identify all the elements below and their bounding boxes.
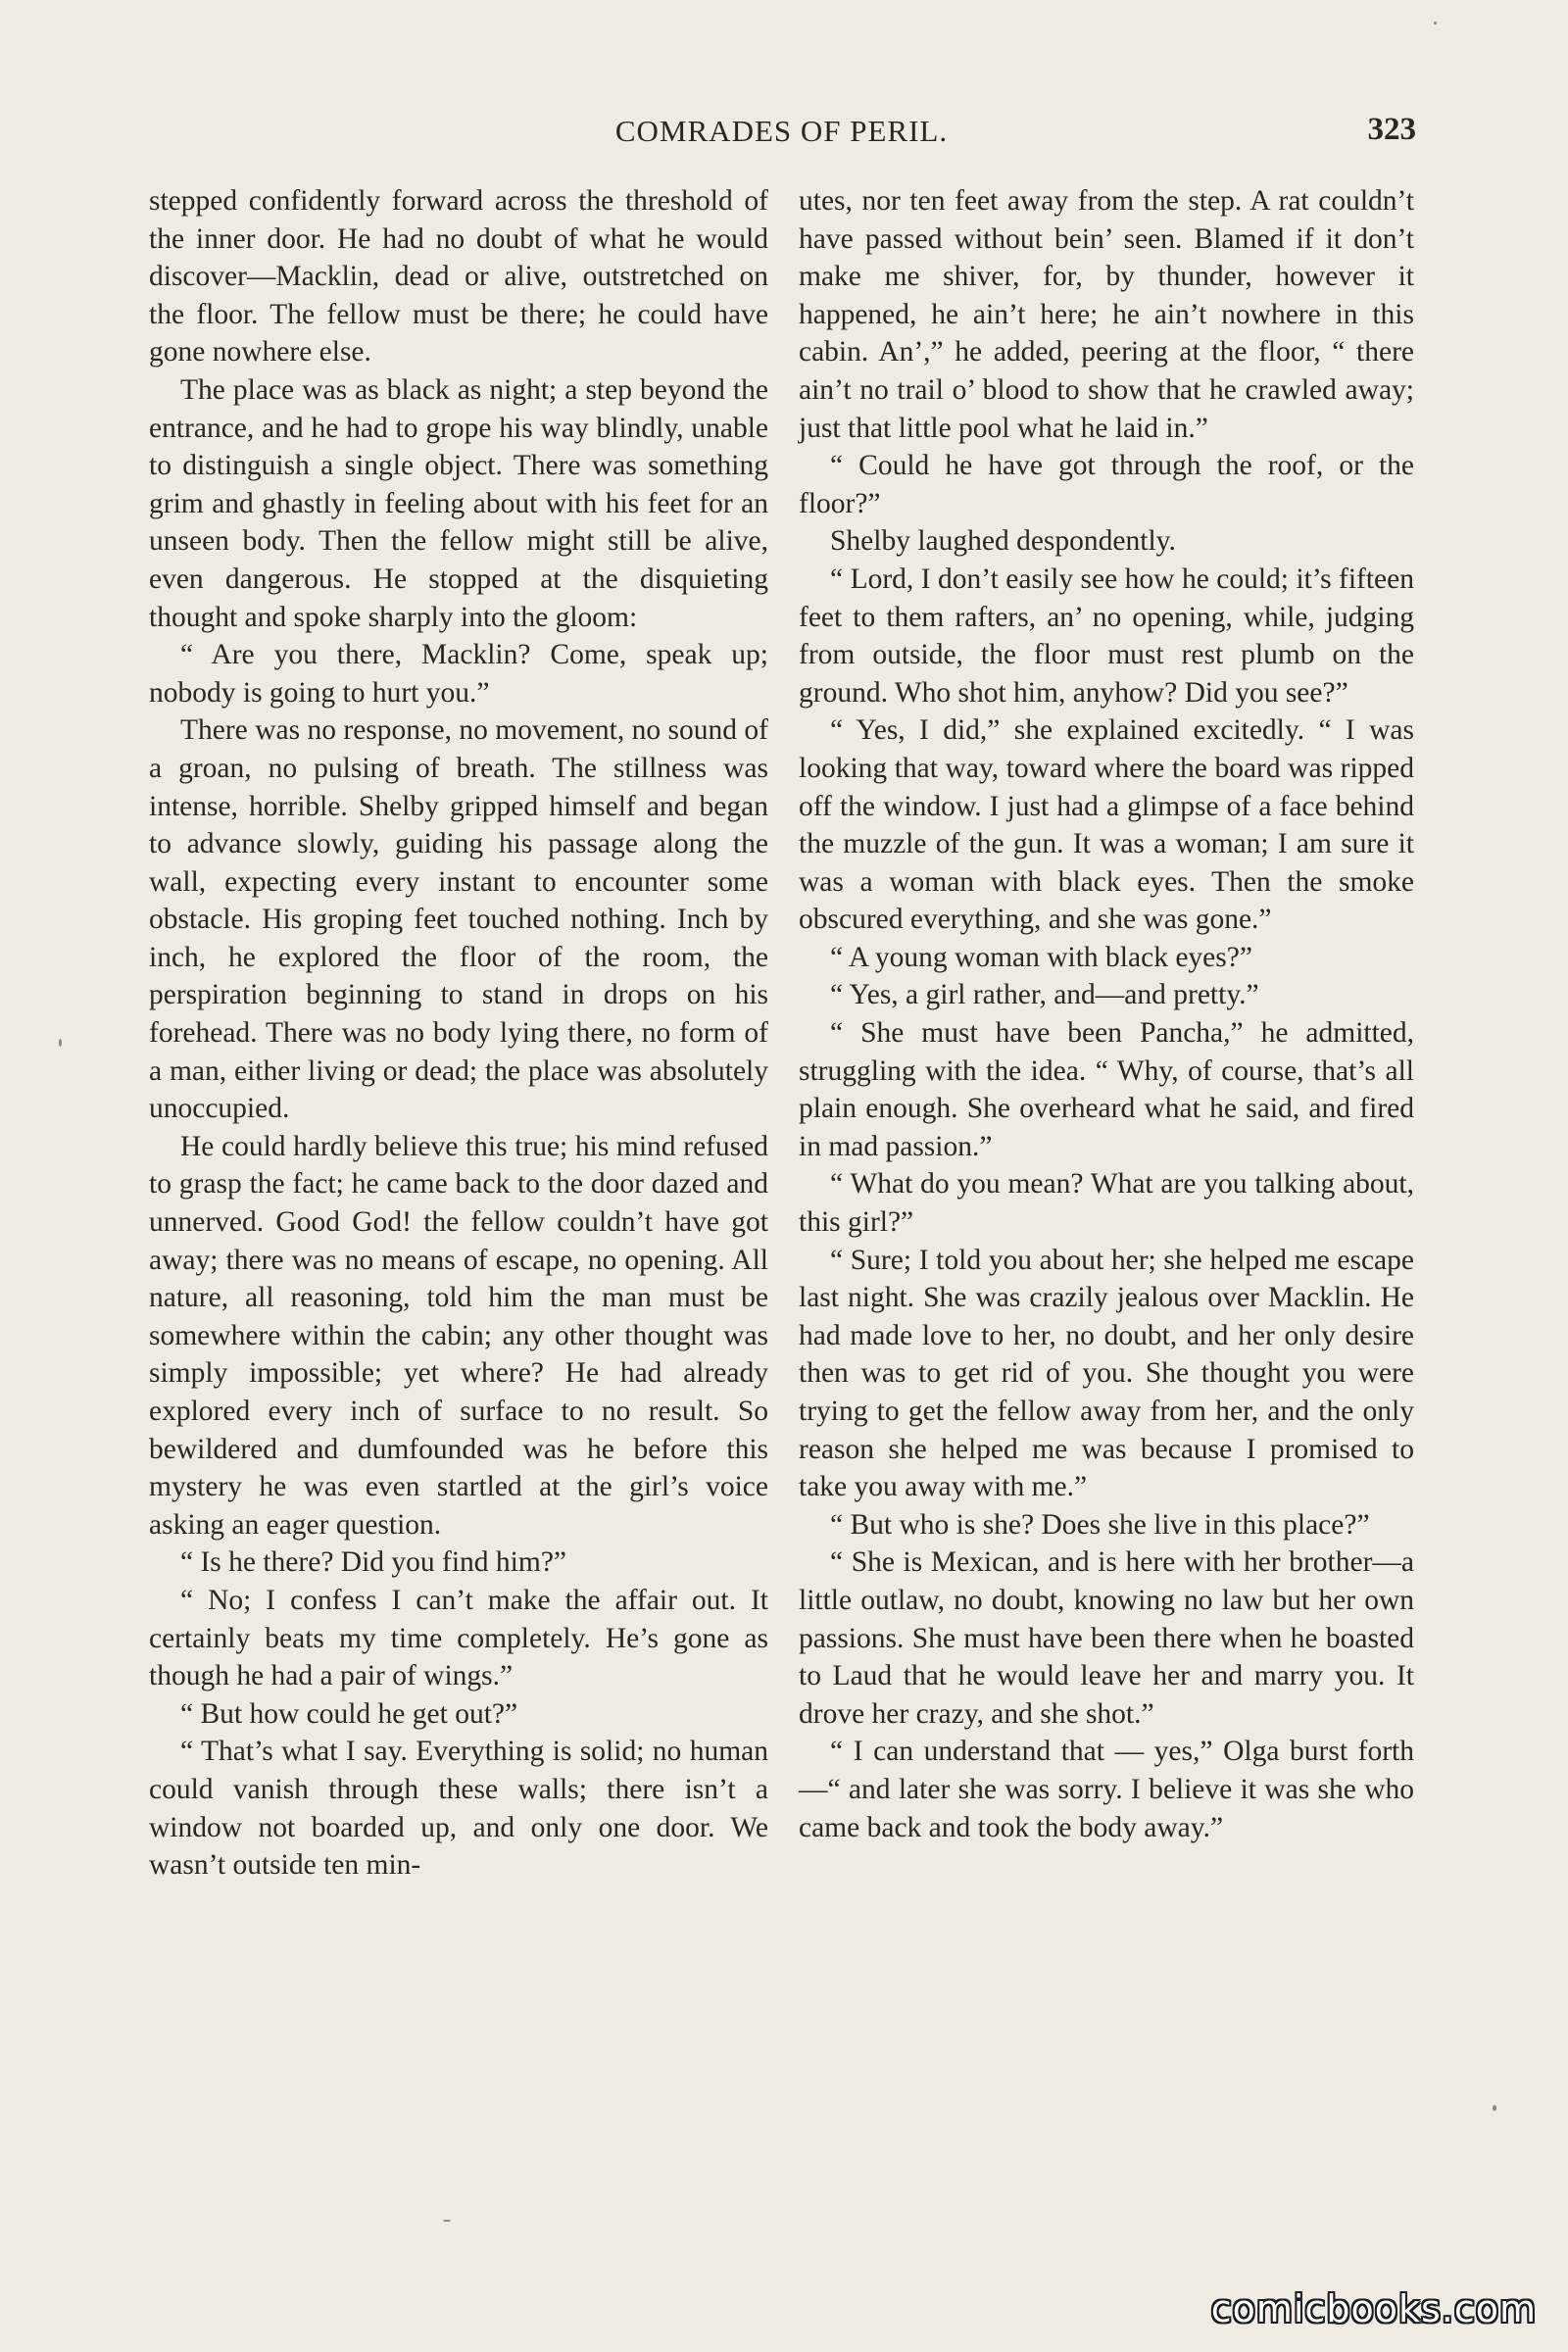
paragraph: “ Yes, I did,” she explained excitedly. “ I was looking that way, toward where the board was ripped off the window. I just had a glimpse of a face behind the muzzle of the gun. It was a woman; I am sure it was a woman with black eyes. Then the smoke obscured everything, and she was gone.” <box>799 714 1414 936</box>
right-column <box>799 182 1414 1846</box>
paper-speck <box>1434 22 1437 24</box>
paragraph: stepped confidently forward across the threshold of the inner door. He had no doubt of what he would discover—Macklin, dead or alive, outstretched on the floor. The fellow must be there; he could have gone nowhere else. <box>149 185 768 368</box>
paragraph: The place was as black as night; a step beyond the entrance, and he had to grope his way blindly, unable to distinguish a single object. There was something grim and ghastly in feeling about with his feet for an unseen body. Then the fellow might still be alive, even dangerous. He stopped at the disquieting thought and spoke sharply into the gloom: <box>149 373 768 633</box>
paragraph: “ What do you mean? What are you talking about, this girl?” <box>799 1168 1414 1239</box>
paragraph: “ No; I confess I can’t make the affair out. It certainly beats my time completely. He’s gone as though he had a pair of wings.” <box>149 1584 768 1692</box>
paragraph: “ Are you there, Macklin? Come, speak up; nobody is going to hurt you.” <box>149 639 768 709</box>
paragraph: “ Is he there? Did you find him?” <box>180 1546 567 1579</box>
left-column <box>149 182 768 1885</box>
paragraph: “ But who is she? Does she live in this place?” <box>830 1508 1370 1541</box>
paragraph: “ She must have been Pancha,” he admitted, struggling with the idea. “ Why, of course, that’s all plain enough. She overheard what he said, and fired in mad passion.” <box>799 1017 1414 1162</box>
paragraph: “ But how could he get out?” <box>180 1697 518 1730</box>
paragraph: Shelby laughed despondently. <box>830 525 1176 558</box>
running-head <box>147 110 1416 153</box>
paragraph: “ Sure; I told you about her; she helped me escape last night. She was crazily jealous over Macklin. He had made love to her, no doubt, and her only desire then was to get rid of you. She thought you were trying to get the fellow away from her, and the only reason she helped me was because I promised to take you away with me.” <box>799 1244 1414 1503</box>
paragraph: “ I can understand that — yes,” Olga burst forth—“ and later she was sorry. I believe it was she who came back and took the body away.” <box>799 1736 1414 1843</box>
running-title: COMRADES OF PERIL. <box>614 114 949 148</box>
comicbooks-watermark: comicbooks.com <box>1210 2287 1537 2330</box>
paragraph: “ Could he have got through the roof, or the floor?” <box>799 450 1414 519</box>
paragraph: utes, nor ten feet away from the step. A rat couldn’t have passed without bein’ seen. Blamed if it don’t make me shiver, for, by thunder, however it happened, he ain’t here; he ain’t nowhere in this cabin. An’,” he added, peering at the floor, “ there ain’t no trail o’ blood to show that he crawled away; just that little pool what he laid in.” <box>799 185 1414 444</box>
paragraph: He could hardly believe this true; his mind refused to grasp the fact; he came back to the door dazed and unnerved. Good God! the fellow couldn’t have got away; there was no means of escape, no opening. All nature, all reasoning, told him the man must be somewhere within the cabin; any other thought was simply impossible; yet where? He had already explored every inch of surface to no result. So bewildered and dumfounded was he before this mystery he was even startled at the girl’s voice asking an eager question. <box>149 1130 768 1541</box>
paragraph: “ She is Mexican, and is here with her brother—a little outlaw, no doubt, knowing no law but her own passions. She must have been there when he boasted to Laud that he would leave her and marry you. It drove her crazy, and she shot.” <box>799 1546 1414 1730</box>
paper-speck <box>443 2220 451 2222</box>
paper-speck <box>59 1039 62 1047</box>
paragraph: There was no response, no movement, no sound of a groan, no pulsing of breath. The stillness was intense, horrible. Shelby gripped himself and began to advance slowly, guiding his passage along the wall, expecting every instant to encounter some obstacle. His groping feet touched nothing. Inch by inch, he explored the floor of the room, the perspiration beginning to stand in drops on his forehead. There was no body lying there, no form of a man, either living or dead; the place was absolutely unoccupied. <box>149 714 768 1125</box>
paragraph: “ Yes, a girl rather, and—and pretty.” <box>830 979 1259 1011</box>
paragraph: “ That’s what I say. Everything is solid; no human could vanish through these walls; there isn’t a window not boarded up, and only one door. We wasn’t outside ten min- <box>149 1736 768 1882</box>
page-number: 323 <box>1367 112 1416 147</box>
paragraph: “ A young woman with black eyes?” <box>830 941 1252 973</box>
paragraph: “ Lord, I don’t easily see how he could; it’s fifteen feet to them rafters, an’ no opening, while, judging from outside, the floor must rest plumb on the ground. Who shot him, anyhow? Did you see?” <box>799 563 1414 709</box>
paper-speck <box>1493 2105 1496 2111</box>
